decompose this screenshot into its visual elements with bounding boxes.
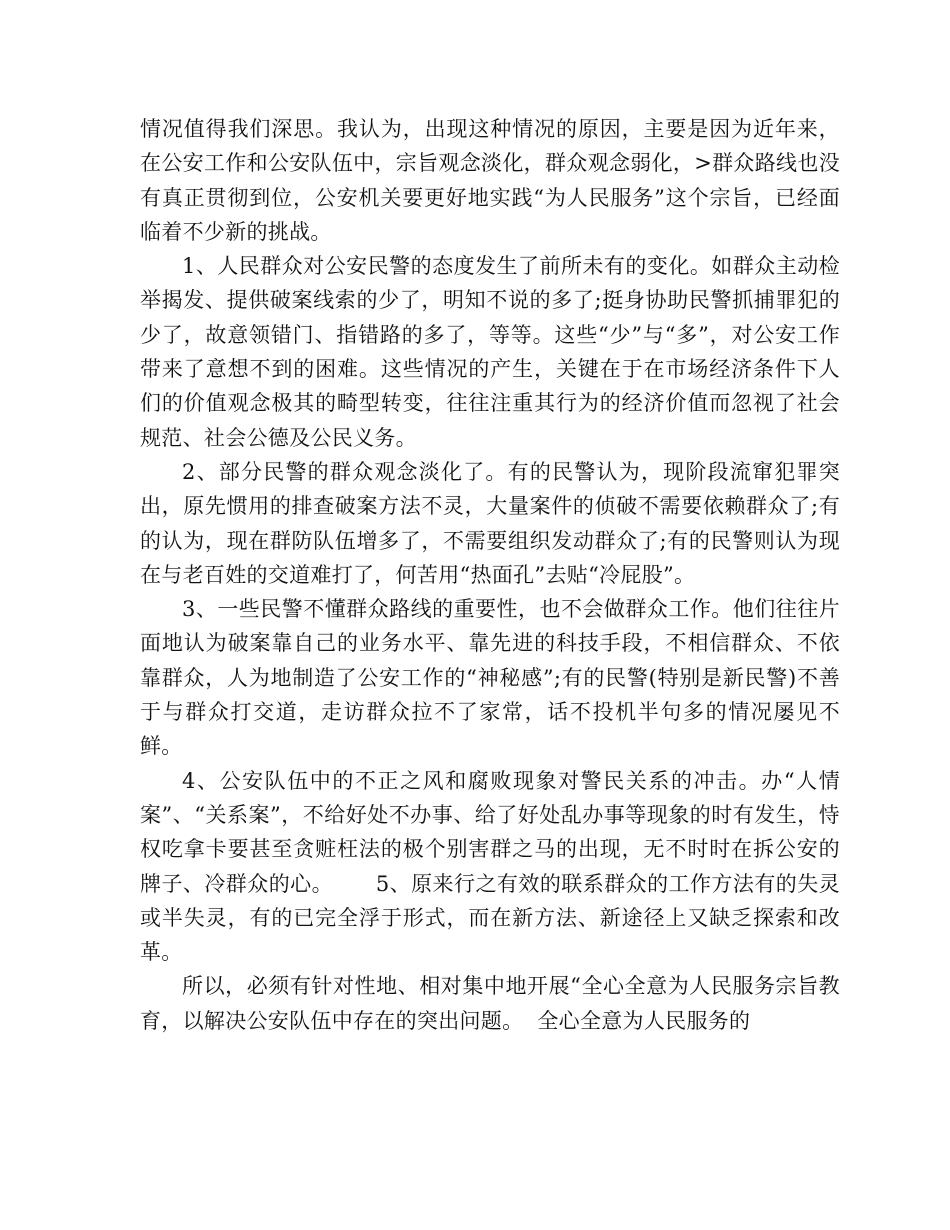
paragraph-conclusion: 所以，必须有针对性地、相对集中地开展“全心全意为人民服务宗旨教育，以解决公安队伍中存在的突出问题。 全心全意为人民服务的 xyxy=(140,974,840,1033)
paragraph-point-1: 1、人民群众对公安民警的态度发生了前所未有的变化。如群众主动检举揭发、提供破案线索的少了，明知不说的多了;挺身协助民警抓捕罪犯的少了，故意领错门、指错路的多了，等等。这些“少”与“多”，对公安工作带来了意想不到的困难。这些情况的产生，关键在于在市场经济条件下人们的价值观念极其的畸型转变，往往注重其行为的经济价值而忽视了社会规范、社会公德及公民义务。 xyxy=(140,254,840,450)
document-body xyxy=(140,112,840,1038)
paragraph-intro: 情况值得我们深思。我认为，出现这种情况的原因，主要是因为近年来，在公安工作和公安队伍中，宗旨观念淡化，群众观念弱化，>群众路线也没有真正贯彻到位，公安机关要更好地实践“为人民服务”这个宗旨，已经面临着不少新的挑战。 xyxy=(140,117,840,244)
paragraph-point-3: 3、一些民警不懂群众路线的重要性，也不会做群众工作。他们往往片面地认为破案靠自己的业务水平、靠先进的科技手段，不相信群众、不依靠群众，人为地制造了公安工作的“神秘感”;有的民警(特别是新民警)不善于与群众打交道，走访群众拉不了家常，话不投机半句多的情况屡见不鲜。 xyxy=(140,597,840,759)
paragraph-point-2: 2、部分民警的群众观念淡化了。有的民警认为，现阶段流窜犯罪突出，原先惯用的排查破案方法不灵，大量案件的侦破不需要依赖群众了;有的认为，现在群防队伍增多了，不需要组织发动群众了;有的民警则认为现在与老百姓的交道难打了，何苦用“热面孔”去贴“冷屁股”。 xyxy=(140,459,840,587)
paragraph-point-4-5: 4、公安队伍中的不正之风和腐败现象对警民关系的冲击。办“人情案”、“关系案”，不给好处不办事、给了好处乱办事等现象的时有发生，恃权吃拿卡要甚至贪赃枉法的极个别害群之马的出现，无不时时在拆公安的牌子、冷群众的心。 5、原来行之有效的联系群众的工作方法有的失灵或半失灵，有的已完全浮于形式，而在新方法、新途径上又缺乏探索和改革。 xyxy=(140,768,840,965)
